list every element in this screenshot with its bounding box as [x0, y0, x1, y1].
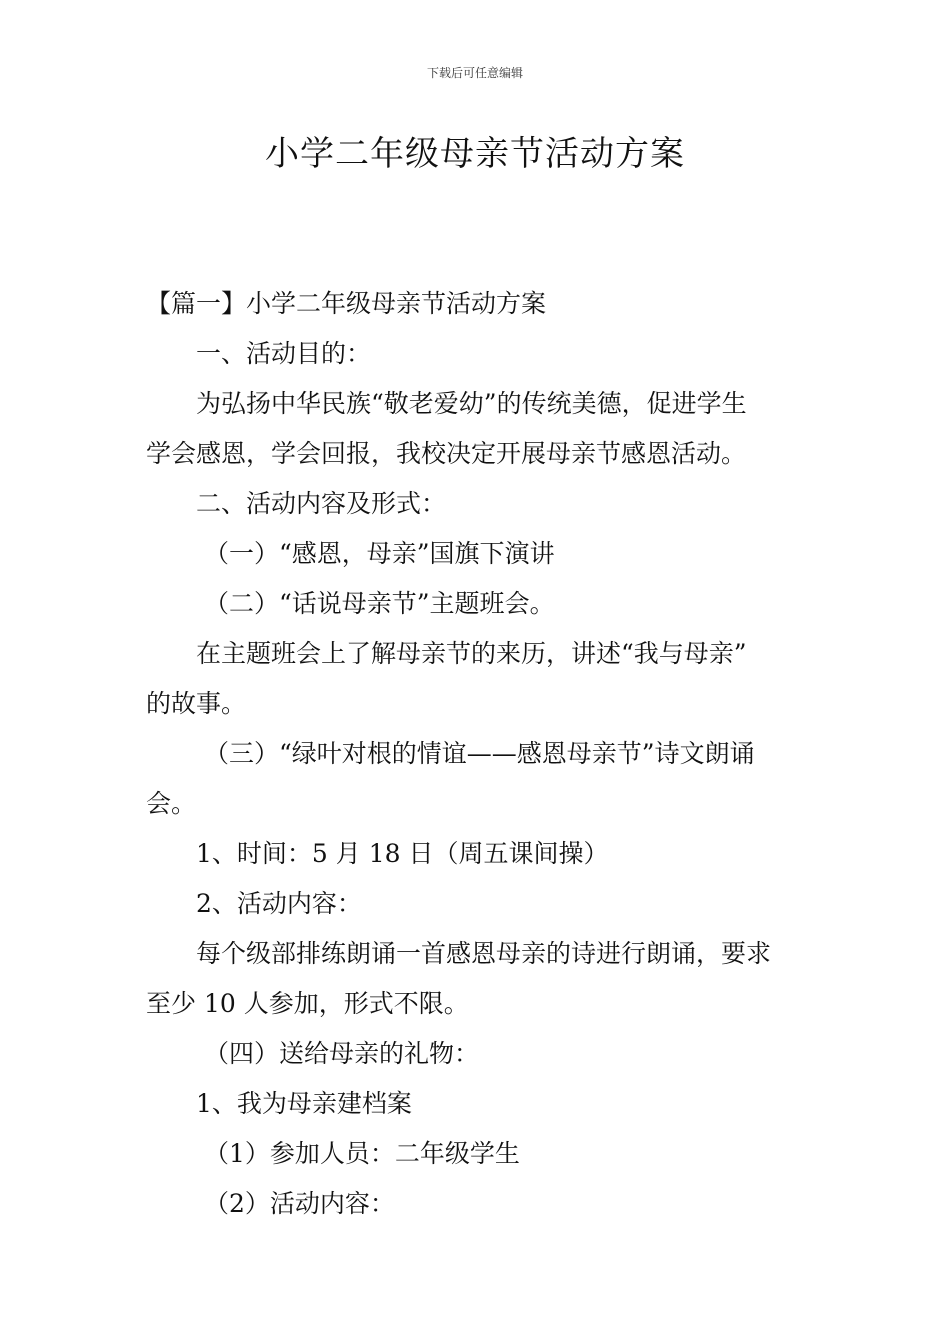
- paragraph-line: （一）“感恩，母亲”国旗下演讲: [204, 539, 555, 568]
- paragraph-line: （三）“绿叶对根的情谊——感恩母亲节”诗文朗诵: [204, 739, 755, 768]
- paragraph-line: 为弘扬中华民族“敬老爱幼”的传统美德，促进学生: [196, 389, 747, 418]
- section-heading: 【篇一】小学二年级母亲节活动方案: [146, 289, 547, 318]
- paragraph-line: 每个级部排练朗诵一首感恩母亲的诗进行朗诵，要求: [196, 939, 772, 968]
- paragraph-line: （2）活动内容：: [204, 1189, 395, 1218]
- paragraph-line: 2、活动内容：: [196, 889, 362, 918]
- header-note: 下载后可任意编辑: [426, 66, 523, 80]
- paragraph-line: （四）送给母亲的礼物：: [204, 1039, 480, 1068]
- paragraph-line: （1）参加人员：二年级学生: [204, 1139, 520, 1168]
- paragraph-line: 的故事。: [146, 689, 247, 718]
- paragraph-line: 在主题班会上了解母亲节的来历，讲述“我与母亲”: [196, 639, 747, 668]
- document-body: [146, 279, 810, 1229]
- paragraph-line: 二、活动内容及形式：: [196, 489, 447, 518]
- paragraph-line: 一、活动目的：: [196, 339, 372, 368]
- document-title: 小学二年级母亲节活动方案: [265, 134, 685, 174]
- paragraph-line: 1、我为母亲建档案: [196, 1089, 412, 1118]
- paragraph-line: 至少 10 人参加，形式不限。: [146, 989, 469, 1018]
- paragraph-line: 1、时间：5 月 18 日（周五课间操）: [196, 839, 609, 868]
- paragraph-line: 会。: [146, 789, 197, 818]
- paragraph-line: （二）“话说母亲节”主题班会。: [204, 589, 555, 618]
- paragraph-line: 学会感恩，学会回报，我校决定开展母亲节感恩活动。: [146, 439, 747, 468]
